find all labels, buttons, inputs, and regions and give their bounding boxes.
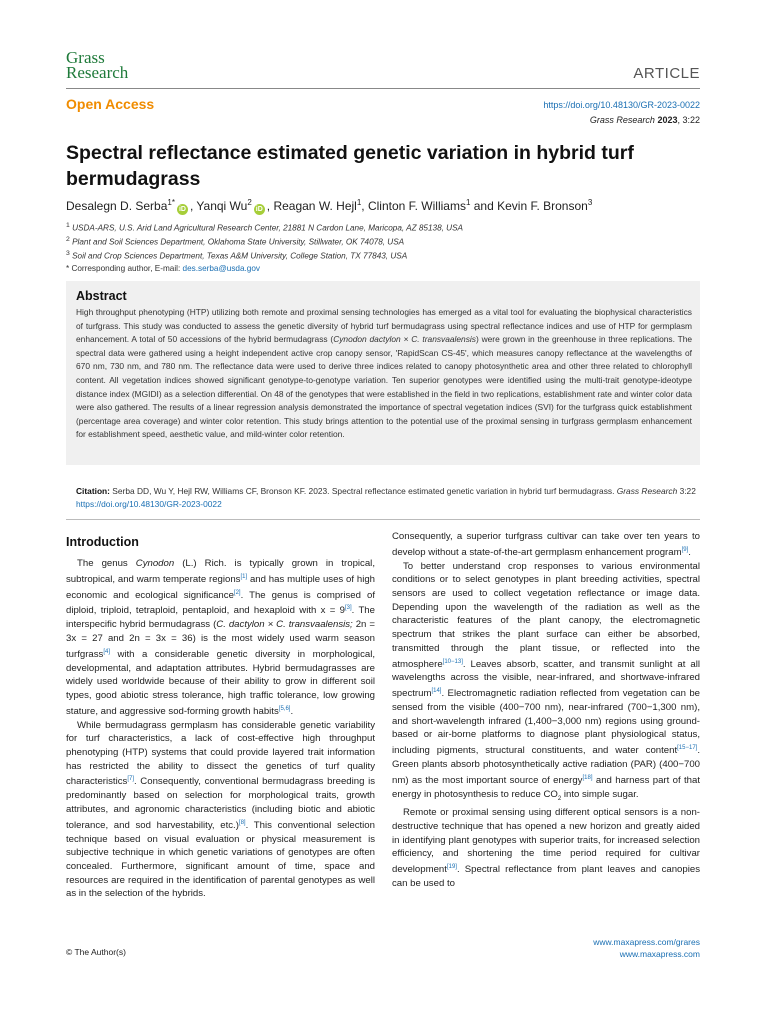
logo-line-2: Research: [66, 63, 129, 82]
reference-link[interactable]: [18]: [582, 774, 593, 781]
open-access-label: Open Access: [66, 96, 155, 112]
text-run: with a considerable genetic diversity in morphological, developmental, and adaptation attributes. Hybrid bermudagrasses are widely used worldwide because of their ability to grow in different soil types, good abiotic stress tolerance, high traffic tolerance, low growing stature, and aggressive sod-forming growth habits: [66, 648, 375, 717]
corresponding-author: [66, 263, 463, 275]
author-list: [66, 198, 592, 215]
logo-line-1: Grass: [66, 48, 105, 67]
affiliation-text: Plant and Soil Sciences Department, Oklahoma State University, Stillwater, OK 74078, USA: [72, 237, 405, 247]
text-run: (L.) Rich. is typically grown in tropical, subtropical, and warm temperate regions: [66, 558, 375, 585]
text-run: While bermudagrass germplasm has considerable genetic variability for turf characteristics, a lack of cost-effective high throughput phenotyping (HTP) systems that could provide layered trait information has restricted the ability to dissect the genetics of turf quality characteristics: [66, 719, 375, 788]
text-run: and harness part of that energy in photosynthesis to reduce CO: [392, 774, 701, 800]
author-affiliation-mark: 3: [587, 198, 593, 207]
paragraph: [66, 719, 375, 902]
reference-link[interactable]: [1]: [240, 573, 248, 580]
citation: [76, 485, 696, 510]
abstract-species: Cynodon dactylon × C. transvaalensis: [333, 334, 476, 345]
text-run: . Spectral reflectance from plant leaves and canopies can be used to: [392, 864, 700, 889]
orcid-icon[interactable]: iD: [255, 206, 263, 213]
affiliations: [66, 220, 463, 274]
reference-link[interactable]: [2]: [233, 589, 241, 596]
text-run: .: [290, 705, 294, 717]
reference-link[interactable]: [14]: [431, 688, 442, 695]
affiliation-1: [66, 220, 463, 234]
author-affiliation-mark: 1: [465, 198, 471, 207]
abstract-part: High throughput phenotyping (HTP) utilizing both remote and proximal sensing technologies has emerged as a vital tool for evaluating the biophysical characteristics of turfgrass. This study was conducted to assess the genetic diversity of hybrid turf bermudagrass using spectral reflectance indices and use of HTP for germplasm enhancement. A total of 50 accessions of the hybrid bermudagrass (: [76, 307, 692, 345]
header-divider: [66, 88, 700, 89]
affiliation-number: 1: [66, 222, 70, 229]
journal-volume: , 3:22: [677, 115, 700, 125]
affiliation-text: Soil and Crop Sciences Department, Texas A&M University, College Station, TX 77843, USA: [72, 252, 408, 262]
journal-year: 2023: [657, 115, 678, 125]
author-name: , Clinton F. Williams: [361, 199, 466, 213]
subscript: 2: [557, 795, 562, 802]
affiliation-3: [66, 248, 463, 262]
author-name: Desalegn D. Serba: [66, 199, 168, 213]
reference-link[interactable]: [7]: [127, 776, 134, 783]
text-run: The genus: [77, 558, 136, 569]
citation-volume: 3:22: [677, 486, 696, 496]
journal-url-link[interactable]: www.maxapress.com/grares: [593, 937, 700, 947]
corresponding-email-link[interactable]: des.serba@usda.gov: [182, 263, 261, 273]
abstract-text: [76, 306, 692, 442]
reference-link[interactable]: [3]: [344, 605, 352, 612]
affiliation-number: 3: [66, 250, 70, 258]
citation-divider: [66, 519, 700, 520]
paragraph: [392, 530, 700, 560]
copyright-notice: © The Author(s): [66, 947, 126, 957]
text-run: . Electromagnetic radiation reflected from vegetation can be sensed from the visible (400−700 nm), near-infrared (700−1,300 nm), and short-wavelength infrared (1,400−3,000 nm) regions using ground-based or air-borne platforms to diagnose plant physiological status, including pigments, structural constituents, and water content: [392, 688, 700, 757]
introduction-heading: Introduction: [66, 535, 139, 549]
text-run: and has multiple uses of high economic and ecological significance: [66, 573, 375, 601]
author-name: , Yanqi Wu: [189, 199, 248, 213]
text-run: . The interspecific hybrid bermudagrass (: [66, 605, 375, 631]
reference-link[interactable]: [8]: [238, 819, 246, 826]
reference-link[interactable]: [19]: [446, 864, 457, 871]
citation-doi-link[interactable]: https://doi.org/10.48130/GR-2023-0022: [76, 498, 222, 509]
article-type: ARTICLE: [633, 65, 700, 82]
journal-logo: [66, 50, 128, 80]
citation-label: Citation:: [76, 486, 110, 496]
abstract-heading: Abstract: [76, 289, 127, 303]
affiliation-number: 2: [66, 236, 70, 244]
paragraph: [392, 560, 700, 807]
text-run: . Leaves absorb, scatter, and transmit sunlight at all wavelengths across the visible, near-infrared, and shortwave-infrared spectrum: [392, 658, 700, 700]
doi-link[interactable]: https://doi.org/10.48130/GR-2023-0022: [543, 100, 700, 110]
genus-name: Cynodon: [135, 558, 175, 569]
species-name: C. dactylon × C. transvaalensis;: [216, 619, 353, 631]
reference-link[interactable]: [15−17]: [677, 745, 698, 752]
abstract-part: ) were grown in the greenhouse in three replications. The spectral data were gathered using a height independent active crop canopy sensor, 'RapidScan CS-45', which measures canopy reflectance at the wavelengths of 670 nm, 730 nm, and 780 nm. The reflectance data were used to derive three indices related to canopy photosynthetic area and other three related to chlorophyll content. All vegetation indices showed significant genotype-to-genotype variation. Ten superior genotypes were identified using the multi-trait genotype-ideotype distance index (MGIDI) as a selection differential. On 48 of the genotypes that were established in the field in two replications, establishment rate and winter color data were also gathered. The results of a linear regression analysis demonstrated the importance of spectral vegetation indices (SVI) for the turfgrass quick establishment (percentage area coverage) and winter color retention. This study brings attention to the potential use of the proximal sensing in turfgrass germplasm enhancement for establishment speed, aesthetic value, and mild-winter color retention.: [76, 334, 693, 440]
affiliation-2: [66, 234, 463, 248]
text-run: To better understand crop responses to various environmental conditions or to select genotypes in plant breeding activities, spectral sensors are used to collect vegetation reflectance or image data. Depending upon the wavelength of the radiation as well as the characteristic features of the plant canopy, the electromagnetic spectrum that strikes the plant surface can either be absorbed, transmitted through the plant tissue, or reflected into the atmosphere: [392, 560, 700, 670]
author-name: , Reagan W. Hejl: [266, 199, 357, 213]
text-run: .: [688, 546, 691, 558]
reference-link[interactable]: [10−13]: [442, 658, 463, 665]
article-title: Spectral reflectance estimated genetic variation in hybrid turf bermudagrass: [66, 142, 634, 190]
journal-reference: [590, 115, 700, 125]
body-column-left: [66, 557, 375, 901]
text-run: . This conventional selection technique based on visual evaluation or physical measurement is subjective technique in which genetic variations of genotypes are often concealed. Furthermore, significant amount of time, space and resources are required in the identification of parental genotypes as well as in the selection of the hybrids.: [66, 819, 375, 900]
text-run: Consequently, a superior turfgrass cultivar can take over ten years to develop without a state-of-the-art germplasm enhancement program: [392, 531, 700, 558]
author-affiliation-mark: 2: [247, 198, 252, 207]
orcid-icon[interactable]: iD: [178, 206, 186, 213]
text-run: . Green plants absorb photosynthetically active radiation (PAR) (400−700 nm) as the most important source of energy: [392, 745, 700, 786]
author-affiliation-mark: 1*: [167, 198, 175, 207]
citation-journal: Grass Research: [616, 486, 678, 496]
author-affiliation-mark: 1: [356, 198, 362, 207]
reference-link[interactable]: [4]: [103, 648, 110, 655]
text-run: . Consequently, conventional bermudagrass breeding is predominantly based on selection for morphological traits, growth attributes, and agronomic characteristics (including biotic and abiotic tolerance, and sod harvestability, etc.): [66, 776, 375, 831]
paragraph: [66, 557, 375, 719]
reference-link[interactable]: [5,6]: [278, 705, 291, 712]
author-name: and Kevin F. Bronson: [470, 199, 588, 213]
text-run: . The genus is comprised of diploid, triploid, tetraploid, pentaploid, and hexaploid with x = 9: [66, 589, 375, 617]
publisher-url-link[interactable]: www.maxapress.com: [619, 949, 700, 959]
reference-link[interactable]: [9]: [681, 546, 689, 553]
text-run: into simple sugar.: [561, 788, 639, 800]
text-run: 2n = 3x = 27 and 2n = 3x = 36) is the most widely used warm season turfgrass: [66, 619, 375, 660]
body-column-right: [392, 530, 700, 891]
journal-name: Grass Research: [589, 115, 655, 125]
text-run: Remote or proximal sensing using different optical sensors is a non-destructive technique that has opened a new horizon and greatly aided in identifying plant genotypes with superior traits, for increased selection efficiency, and shortening the time period required for cultivar development: [392, 807, 700, 876]
corresponding-label: * Corresponding author, E-mail:: [66, 263, 183, 273]
affiliation-text: USDA-ARS, U.S. Arid Land Agricultural Research Center, 21881 N Cardon Lane, Maricopa, AZ 85138, USA: [72, 223, 464, 233]
paragraph: [392, 806, 700, 890]
citation-text: Serba DD, Wu Y, Hejl RW, Williams CF, Bronson KF. 2023. Spectral reflectance estimated genetic variation in hybrid turf bermudagrass.: [109, 486, 617, 496]
